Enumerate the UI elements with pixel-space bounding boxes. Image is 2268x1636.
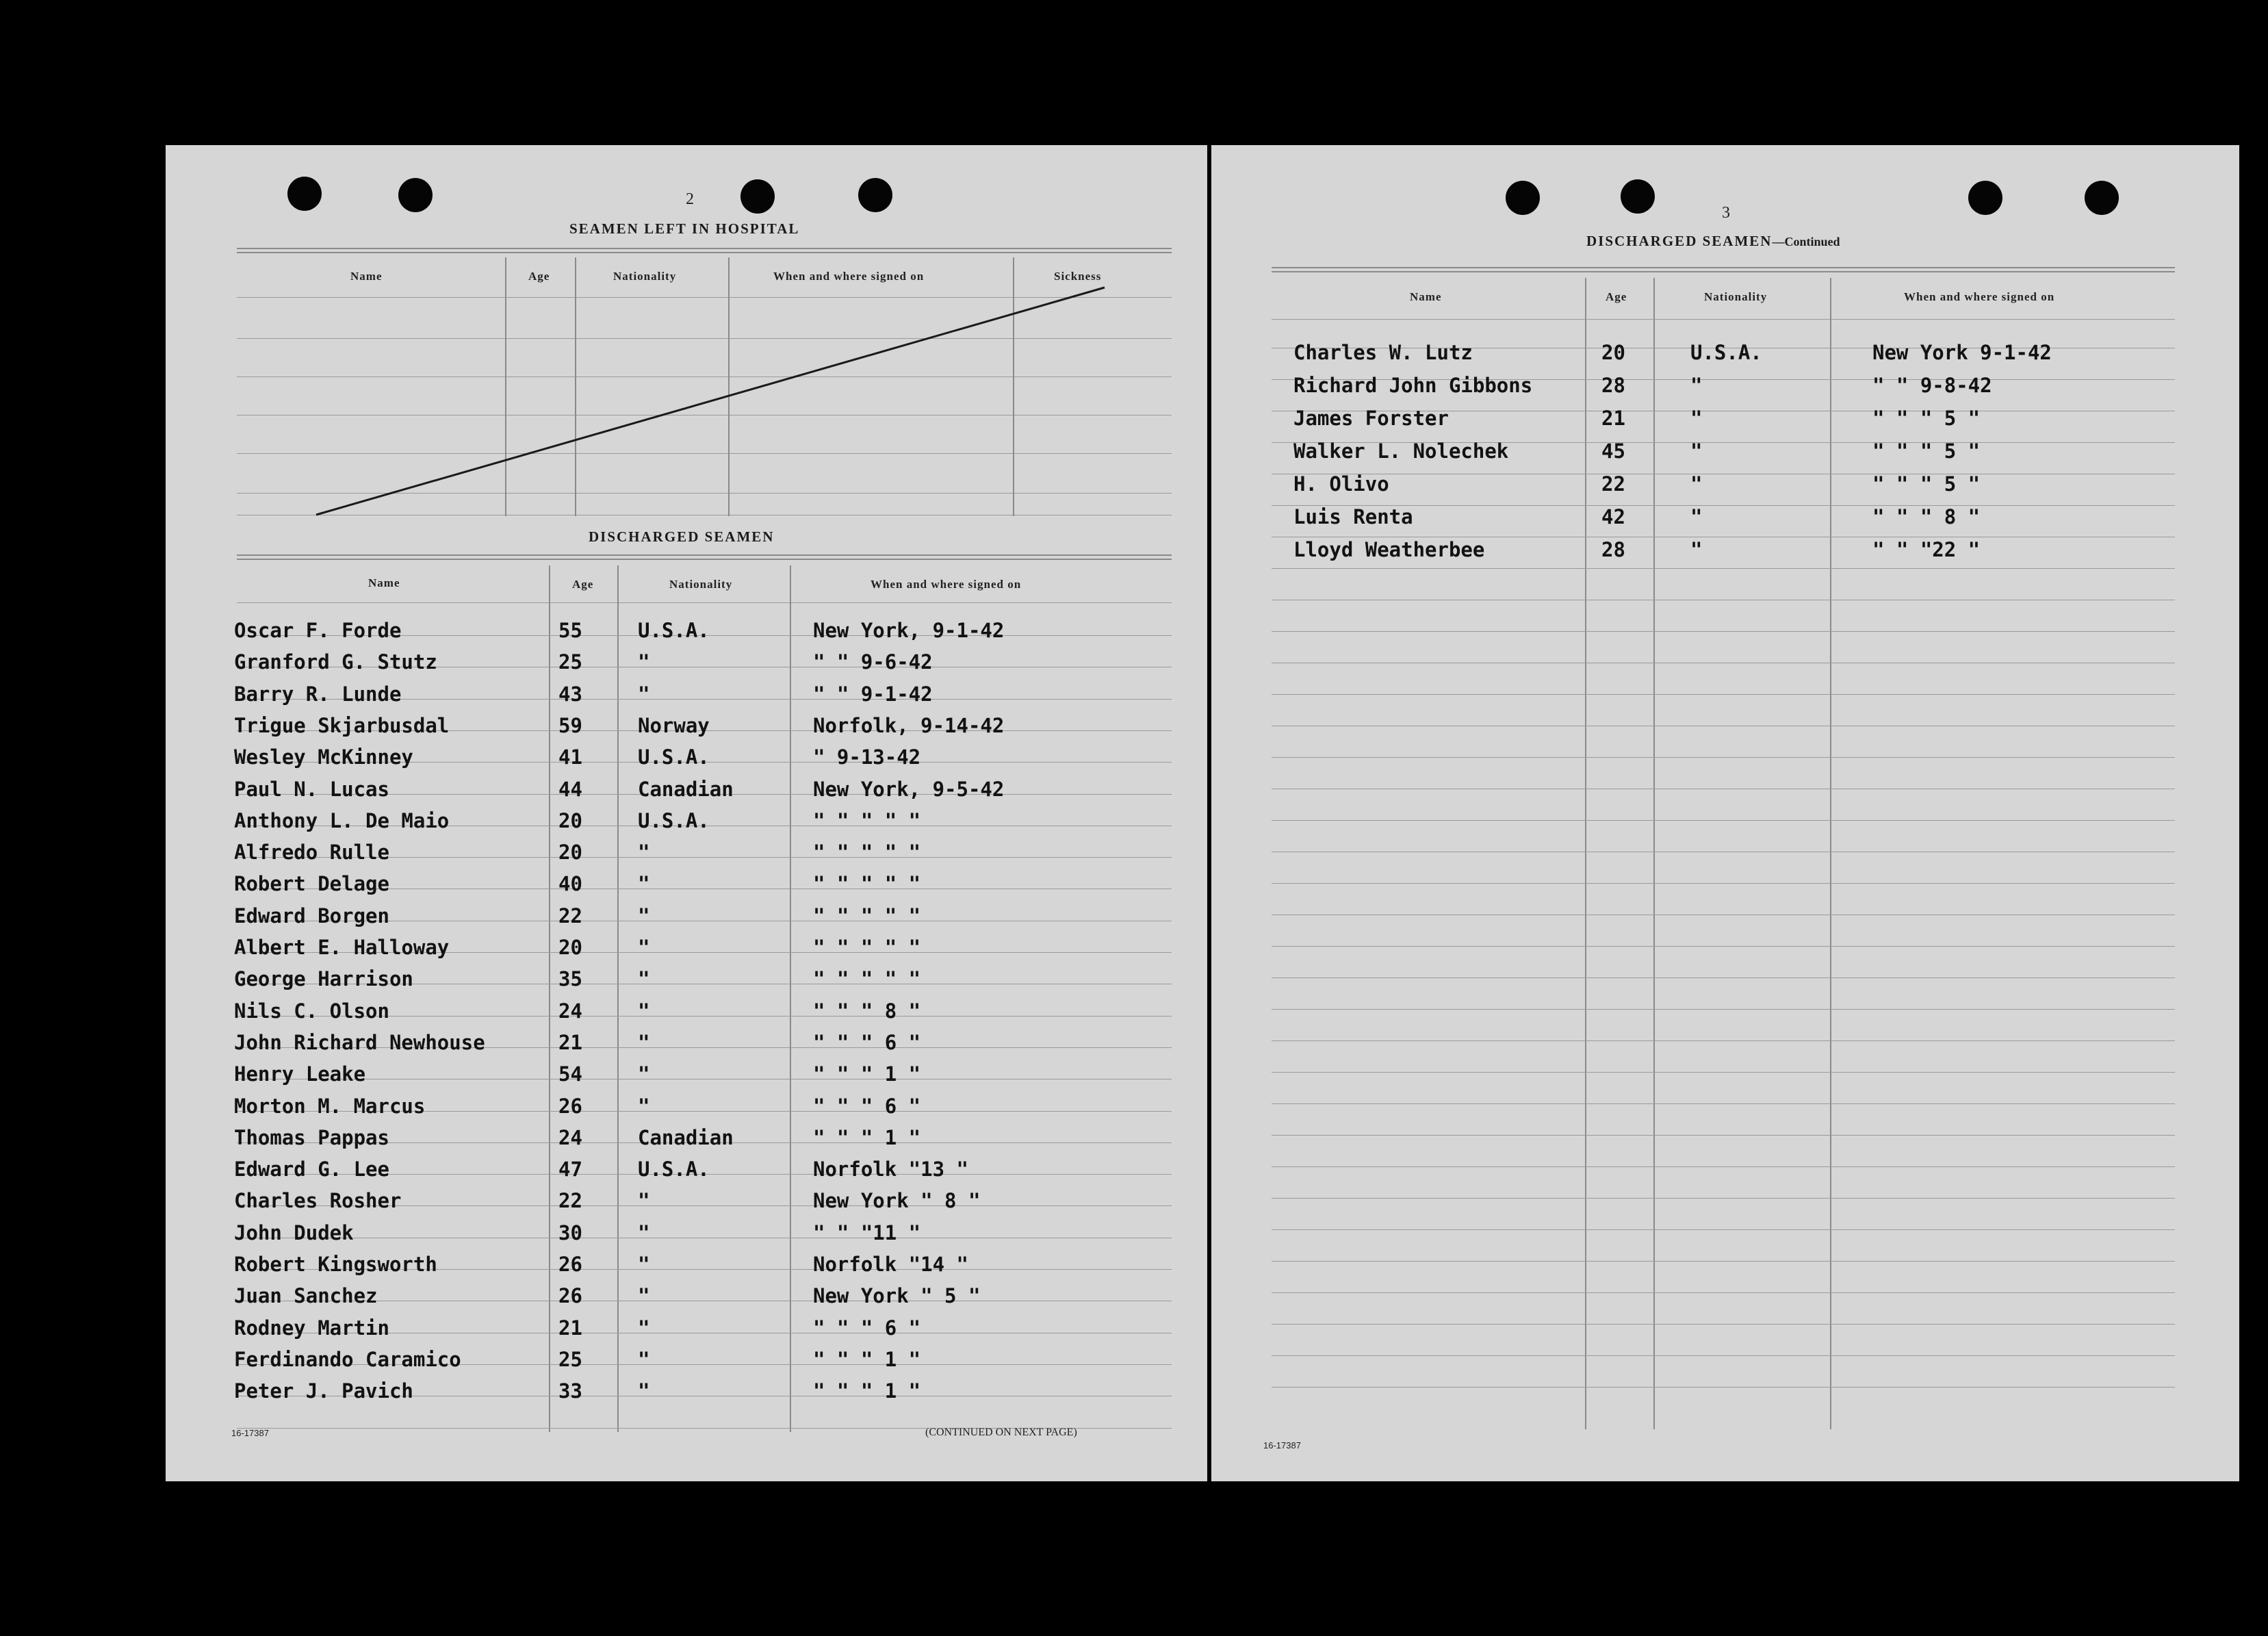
signed-on-cell: New York " 8 ": [813, 1189, 981, 1213]
nationality-cell: U.S.A.: [1690, 341, 1762, 364]
age-cell: 28: [1601, 538, 1625, 561]
table-rule: [237, 559, 1172, 560]
signed-on-cell: " " " 6 ": [813, 1030, 921, 1054]
age-cell: 24: [558, 1125, 582, 1149]
signed-on-cell: Norfolk, 9-14-42: [813, 713, 1005, 737]
signed-on-cell: " " " " ": [813, 904, 921, 928]
signed-on-cell: " " " 1 ": [813, 1062, 921, 1086]
age-cell: 26: [558, 1284, 582, 1308]
table-row: [1211, 374, 2239, 404]
table-rule: [1272, 271, 2175, 272]
age-cell: 33: [558, 1379, 582, 1403]
table-rule: [1272, 319, 2175, 320]
table-row: [166, 714, 1207, 744]
table-row: [166, 619, 1207, 649]
row-rule: [1272, 977, 2175, 978]
age-cell: 41: [558, 745, 582, 769]
row-rule: [1272, 946, 2175, 947]
row-rule: [1272, 1292, 2175, 1293]
name-cell: Alfredo Rulle: [234, 841, 389, 865]
nationality-cell: ": [638, 1094, 650, 1118]
signed-on-cell: " " " 1 ": [813, 1125, 921, 1149]
table-row: [1211, 505, 2239, 535]
signed-on-cell: " " " 5 ": [1872, 439, 1981, 463]
hospital-col-signed: When and where signed on: [773, 270, 925, 283]
age-cell: 59: [558, 713, 582, 737]
name-cell: Wesley McKinney: [234, 745, 413, 769]
table-row: [166, 1189, 1207, 1219]
table-rule: [237, 554, 1172, 556]
continued-note: (CONTINUED ON NEXT PAGE): [925, 1427, 1077, 1438]
age-cell: 20: [1601, 341, 1625, 364]
age-cell: 25: [558, 1347, 582, 1371]
signed-on-cell: " 9-13-42: [813, 745, 921, 769]
row-rule: [1272, 1198, 2175, 1199]
discharged-col-nationality: Nationality: [669, 578, 733, 591]
signed-on-cell: " " " 5 ": [1872, 472, 1981, 496]
table-row: [166, 1062, 1207, 1092]
signed-on-cell: New York " 5 ": [813, 1284, 981, 1308]
left-page: [166, 145, 1207, 1481]
table-row: [166, 1126, 1207, 1156]
age-cell: 25: [558, 650, 582, 674]
row-rule: [1272, 1009, 2175, 1010]
signed-on-cell: " " " " ": [813, 967, 921, 991]
row-rule: [1272, 757, 2175, 758]
nationality-cell: ": [1690, 538, 1703, 561]
table-row: [166, 999, 1207, 1030]
table-rule: [237, 602, 1172, 603]
row-rule: [1272, 1040, 2175, 1041]
row-rule: [1272, 820, 2175, 821]
name-cell: Albert E. Halloway: [234, 936, 450, 959]
age-cell: 45: [1601, 439, 1625, 463]
table-row: [166, 809, 1207, 839]
signed-on-cell: " " " " ": [813, 872, 921, 896]
row-rule: [1272, 1229, 2175, 1230]
table-row: [166, 745, 1207, 776]
row-rule: [1272, 1355, 2175, 1356]
table-row: [166, 1253, 1207, 1283]
nationality-cell: ": [638, 1379, 650, 1403]
nationality-cell: U.S.A.: [638, 619, 710, 642]
name-cell: Walker L. Nolechek: [1293, 439, 1509, 463]
signed-on-cell: " " " 6 ": [813, 1316, 921, 1340]
age-cell: 30: [558, 1220, 582, 1244]
signed-on-cell: New York 9-1-42: [1872, 341, 2052, 364]
table-row: [1211, 341, 2239, 371]
discharged-col-age: Age: [572, 578, 594, 591]
table-row: [1211, 472, 2239, 502]
table-row: [166, 1095, 1207, 1125]
nationality-cell: U.S.A.: [638, 745, 710, 769]
table-row: [166, 1221, 1207, 1251]
age-cell: 42: [1601, 505, 1625, 528]
age-cell: 40: [558, 872, 582, 896]
table-row: [1211, 538, 2239, 568]
age-cell: 20: [558, 936, 582, 959]
table-row: [166, 1316, 1207, 1346]
form-number: 16-17387: [1263, 1440, 1301, 1450]
nationality-cell: ": [638, 872, 650, 896]
age-cell: 28: [1601, 374, 1625, 397]
nationality-cell: ": [1690, 407, 1703, 430]
age-cell: 20: [558, 808, 582, 832]
signed-on-cell: " " " 6 ": [813, 1094, 921, 1118]
discharged-section-title: DISCHARGED SEAMEN: [589, 528, 775, 545]
name-cell: Ferdinando Caramico: [234, 1347, 461, 1371]
name-cell: Barry R. Lunde: [234, 682, 402, 706]
age-cell: 55: [558, 619, 582, 642]
signed-on-cell: " " 9-8-42: [1872, 374, 1992, 397]
nationality-cell: ": [1690, 439, 1703, 463]
table-row: [166, 967, 1207, 997]
table-row: [166, 1031, 1207, 1061]
page-number: 2: [686, 190, 694, 208]
table-row: [166, 1284, 1207, 1314]
age-cell: 35: [558, 967, 582, 991]
nationality-cell: Canadian: [638, 777, 734, 801]
signed-on-cell: " " " 5 ": [1872, 407, 1981, 430]
continued-suffix: —Continued: [1772, 235, 1840, 248]
signed-on-cell: " " " 1 ": [813, 1347, 921, 1371]
table-row: [166, 872, 1207, 902]
name-cell: Morton M. Marcus: [234, 1094, 426, 1118]
discharged-col-name: Name: [368, 576, 400, 589]
nationality-cell: ": [638, 1062, 650, 1086]
age-cell: 20: [558, 841, 582, 865]
nationality-cell: ": [638, 1284, 650, 1308]
signed-on-cell: Norfolk "13 ": [813, 1158, 968, 1181]
name-cell: Trigue Skjarbusdal: [234, 713, 450, 737]
age-cell: 47: [558, 1158, 582, 1181]
name-cell: Nils C. Olson: [234, 999, 389, 1023]
right-col-nationality: Nationality: [1704, 290, 1768, 303]
table-row: [166, 904, 1207, 934]
nationality-cell: ": [638, 999, 650, 1023]
name-cell: Henry Leake: [234, 1062, 366, 1086]
age-cell: 54: [558, 1062, 582, 1086]
nationality-cell: ": [638, 1347, 650, 1371]
signed-on-cell: " " " 1 ": [813, 1379, 921, 1403]
nationality-cell: ": [638, 650, 650, 674]
signed-on-cell: New York, 9-5-42: [813, 777, 1005, 801]
nationality-cell: Norway: [638, 713, 710, 737]
table-row: [166, 1158, 1207, 1188]
nationality-cell: ": [638, 841, 650, 865]
name-cell: Richard John Gibbons: [1293, 374, 1533, 397]
age-cell: 22: [558, 904, 582, 928]
name-cell: Lloyd Weatherbee: [1293, 538, 1485, 561]
age-cell: 21: [558, 1030, 582, 1054]
table-row: [166, 841, 1207, 871]
name-cell: John Richard Newhouse: [234, 1030, 485, 1054]
right-col-age: Age: [1606, 290, 1627, 303]
age-cell: 22: [1601, 472, 1625, 496]
binder-hole: [1506, 181, 1540, 215]
age-cell: 26: [558, 1094, 582, 1118]
name-cell: Charles Rosher: [234, 1189, 402, 1213]
name-cell: Edward G. Lee: [234, 1158, 389, 1181]
row-rule: [1272, 1103, 2175, 1104]
signed-on-cell: " " "11 ": [813, 1220, 921, 1244]
nationality-cell: ": [638, 936, 650, 959]
table-row: [166, 936, 1207, 966]
hospital-col-age: Age: [528, 270, 550, 283]
right-col-signed: When and where signed on: [1904, 290, 2055, 303]
row-rule: [1272, 1166, 2175, 1167]
name-cell: Paul N. Lucas: [234, 777, 389, 801]
row-rule: [1272, 631, 2175, 632]
name-cell: Oscar F. Forde: [234, 619, 402, 642]
row-rule: [1272, 568, 2175, 569]
row-rule: [1272, 1072, 2175, 1073]
right-page: [1211, 145, 2239, 1481]
hospital-col-nationality: Nationality: [613, 270, 677, 283]
row-rule: [1272, 1387, 2175, 1388]
name-cell: Luis Renta: [1293, 505, 1413, 528]
page-number: 3: [1722, 204, 1730, 222]
name-cell: H. Olivo: [1293, 472, 1389, 496]
nationality-cell: U.S.A.: [638, 808, 710, 832]
name-cell: Peter J. Pavich: [234, 1379, 413, 1403]
nationality-cell: ": [638, 1030, 650, 1054]
age-cell: 43: [558, 682, 582, 706]
nationality-cell: ": [638, 1189, 650, 1213]
binder-hole: [1621, 179, 1655, 214]
signed-on-cell: " " " " ": [813, 808, 921, 832]
discharged-col-signed: When and where signed on: [871, 578, 1022, 591]
signed-on-cell: " " 9-1-42: [813, 682, 933, 706]
strike-through-line: [166, 145, 1207, 556]
signed-on-cell: " " " " ": [813, 936, 921, 959]
discharged-continued-title: [1586, 233, 1840, 250]
nationality-cell: ": [1690, 472, 1703, 496]
signed-on-cell: " " " 8 ": [1872, 505, 1981, 528]
row-rule: [1272, 1135, 2175, 1136]
right-col-name: Name: [1410, 290, 1442, 303]
table-row: [1211, 407, 2239, 437]
age-cell: 24: [558, 999, 582, 1023]
nationality-cell: ": [638, 904, 650, 928]
table-row: [166, 682, 1207, 713]
nationality-cell: ": [1690, 374, 1703, 397]
signed-on-cell: New York, 9-1-42: [813, 619, 1005, 642]
nationality-cell: Canadian: [638, 1125, 734, 1149]
name-cell: Charles W. Lutz: [1293, 341, 1473, 364]
table-row: [166, 1348, 1207, 1378]
hospital-section-title: SEAMEN LEFT IN HOSPITAL: [569, 220, 800, 237]
signed-on-cell: " " 9-6-42: [813, 650, 933, 674]
table-row: [1211, 439, 2239, 470]
row-rule: [1272, 883, 2175, 884]
nationality-cell: ": [638, 967, 650, 991]
hospital-col-sickness: Sickness: [1054, 270, 1102, 283]
signed-on-cell: Norfolk "14 ": [813, 1253, 968, 1276]
age-cell: 22: [558, 1189, 582, 1213]
nationality-cell: ": [638, 1316, 650, 1340]
hospital-col-name: Name: [350, 270, 383, 283]
nationality-cell: ": [1690, 505, 1703, 528]
age-cell: 21: [558, 1316, 582, 1340]
nationality-cell: ": [638, 1253, 650, 1276]
name-cell: John Dudek: [234, 1220, 354, 1244]
name-cell: Rodney Martin: [234, 1316, 389, 1340]
binder-hole: [1968, 181, 2002, 215]
name-cell: James Forster: [1293, 407, 1449, 430]
nationality-cell: U.S.A.: [638, 1158, 710, 1181]
age-cell: 44: [558, 777, 582, 801]
nationality-cell: ": [638, 1220, 650, 1244]
table-row: [166, 1379, 1207, 1409]
name-cell: Juan Sanchez: [234, 1284, 378, 1308]
discharged-title-main: DISCHARGED SEAMEN: [1586, 233, 1773, 249]
row-rule: [1272, 1261, 2175, 1262]
signed-on-cell: " " "22 ": [1872, 538, 1981, 561]
age-cell: 26: [558, 1253, 582, 1276]
name-cell: Robert Delage: [234, 872, 389, 896]
nationality-cell: ": [638, 682, 650, 706]
signed-on-cell: " " " 8 ": [813, 999, 921, 1023]
name-cell: Robert Kingsworth: [234, 1253, 437, 1276]
table-row: [166, 650, 1207, 680]
binder-hole: [2085, 181, 2119, 215]
form-number: 16-17387: [231, 1428, 269, 1438]
name-cell: Granford G. Stutz: [234, 650, 437, 674]
table-rule: [1272, 267, 2175, 268]
name-cell: Anthony L. De Maio: [234, 808, 450, 832]
name-cell: George Harrison: [234, 967, 413, 991]
signed-on-cell: " " " " ": [813, 841, 921, 865]
row-rule: [1272, 694, 2175, 695]
name-cell: Thomas Pappas: [234, 1125, 389, 1149]
name-cell: Edward Borgen: [234, 904, 389, 928]
row-rule: [1272, 1324, 2175, 1325]
table-row: [166, 778, 1207, 808]
age-cell: 21: [1601, 407, 1625, 430]
